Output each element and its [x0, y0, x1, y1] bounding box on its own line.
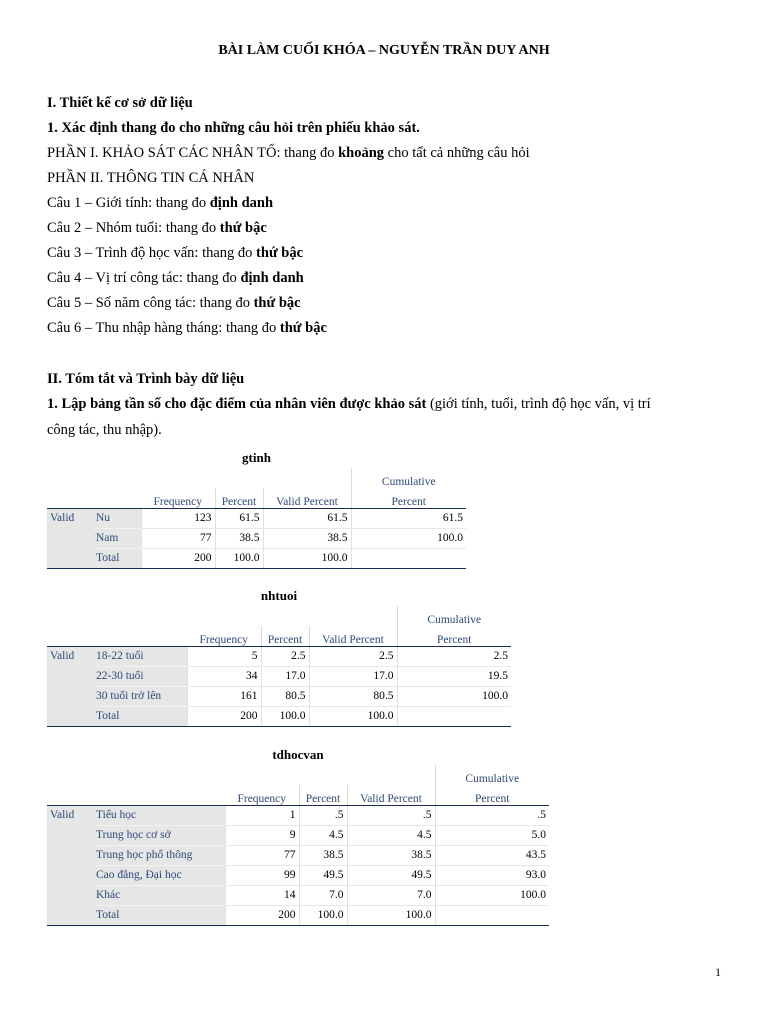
cell-cumulative: 19.5	[397, 666, 511, 686]
cell-valid-percent: 38.5	[263, 528, 351, 548]
cell-valid-percent: 100.0	[263, 548, 351, 568]
cell-percent: 7.0	[299, 885, 347, 905]
cell-percent: .5	[299, 805, 347, 825]
cell-percent: 49.5	[299, 865, 347, 885]
cell-cumulative: 43.5	[435, 845, 549, 865]
frequency-table-nhtuoi	[47, 606, 511, 727]
cell-cumulative: .5	[435, 805, 549, 825]
cell-cumulative: 93.0	[435, 865, 549, 885]
row-label: Trung học cơ sở	[93, 825, 225, 845]
header-percent: Percent	[299, 785, 347, 805]
cell-frequency: 123	[141, 508, 215, 528]
question-text: Câu 6 – Thu nhập hàng tháng: thang đo	[47, 320, 280, 336]
row-label: Total	[93, 548, 141, 568]
question-scale: thứ bậc	[256, 245, 304, 261]
cell-frequency: 200	[187, 706, 261, 726]
cell-percent: 100.0	[261, 706, 309, 726]
header-percent: Percent	[215, 488, 263, 508]
cell-valid-percent: .5	[347, 805, 435, 825]
section-2-sub-rest: (giới tính, tuổi, trình độ học vấn, vị trí	[426, 396, 651, 412]
cell-cumulative	[397, 706, 511, 726]
cell-cumulative: 100.0	[435, 885, 549, 905]
question-line	[47, 218, 267, 238]
cell-valid-percent: 100.0	[347, 905, 435, 925]
question-scale: thứ bậc	[253, 295, 301, 311]
header-valid-percent: Valid Percent	[347, 785, 435, 805]
question-text: Câu 4 – Vị trí công tác: thang đo	[47, 270, 241, 286]
row-label: Trung học phổ thông	[93, 845, 225, 865]
table-row	[47, 905, 549, 925]
cell-percent: 2.5	[261, 646, 309, 666]
table-row	[47, 548, 466, 568]
section-2-sub-bold: 1. Lập bảng tần số cho đặc điểm của nhân viên được khảo sát	[47, 396, 427, 412]
cell-valid-percent: 100.0	[309, 706, 397, 726]
row-header-valid: Valid	[47, 508, 93, 528]
cell-valid-percent: 7.0	[347, 885, 435, 905]
header-valid-percent: Valid Percent	[263, 488, 351, 508]
table-row	[47, 686, 511, 706]
page-number: 1	[715, 965, 721, 979]
section-2-heading: II. Tóm tắt và Trình bày dữ liệu	[47, 371, 245, 387]
cell-percent: 4.5	[299, 825, 347, 845]
question-text: Câu 3 – Trình độ học vấn: thang đo	[47, 245, 257, 261]
cell-frequency: 34	[187, 666, 261, 686]
section-1-heading: I. Thiết kế cơ sở dữ liệu	[47, 95, 193, 111]
header-cumulative-percent: Percent	[435, 785, 549, 805]
header-frequency: Frequency	[225, 785, 299, 805]
row-header-valid: Valid	[47, 805, 93, 825]
cell-frequency: 1	[225, 805, 299, 825]
row-label: Cao đẳng, Đại học	[93, 865, 225, 885]
section-1-subheading: 1. Xác định thang đo cho những câu hỏi trên phiếu khảo sát.	[47, 120, 420, 136]
cell-percent: 80.5	[261, 686, 309, 706]
part-1-line	[47, 143, 530, 163]
cell-cumulative: 2.5	[397, 646, 511, 666]
cell-frequency: 200	[141, 548, 215, 568]
header-cumulative: Cumulative	[397, 606, 511, 626]
table-row	[47, 865, 549, 885]
section-2-subheading	[47, 394, 651, 414]
cell-frequency: 5	[187, 646, 261, 666]
row-label: 18-22 tuổi	[93, 646, 187, 666]
table-title-tdhocvan: tdhocvan	[272, 747, 324, 762]
row-label: 30 tuổi trở lên	[93, 686, 187, 706]
question-scale: thứ bậc	[219, 220, 267, 236]
cell-frequency: 9	[225, 825, 299, 845]
part-2-line: PHẦN II. THÔNG TIN CÁ NHÂN	[47, 170, 255, 186]
header-percent: Percent	[261, 626, 309, 646]
table-title-nhtuoi: nhtuoi	[260, 588, 298, 603]
frequency-table-gtinh	[47, 468, 466, 569]
cell-percent: 61.5	[215, 508, 263, 528]
cell-cumulative: 100.0	[351, 528, 466, 548]
cell-cumulative	[351, 548, 466, 568]
row-label: Tiểu học	[93, 805, 225, 825]
cell-valid-percent: 17.0	[309, 666, 397, 686]
cell-percent: 100.0	[299, 905, 347, 925]
cell-valid-percent: 2.5	[309, 646, 397, 666]
frequency-table-tdhocvan	[47, 765, 549, 926]
row-label: Nam	[93, 528, 141, 548]
cell-percent: 100.0	[215, 548, 263, 568]
table-row	[47, 885, 549, 905]
header-cumulative-percent: Percent	[351, 488, 466, 508]
part-1-scale: khoảng	[338, 145, 385, 161]
document-title: BÀI LÀM CUỐI KHÓA – NGUYỄN TRẦN DUY ANH	[218, 43, 550, 58]
table-row	[47, 508, 466, 528]
cell-frequency: 14	[225, 885, 299, 905]
cell-frequency: 200	[225, 905, 299, 925]
row-label: 22-30 tuổi	[93, 666, 187, 686]
table-row	[47, 666, 511, 686]
question-scale: thứ bậc	[279, 320, 327, 336]
table-row	[47, 845, 549, 865]
header-cumulative: Cumulative	[351, 468, 466, 488]
cell-percent: 17.0	[261, 666, 309, 686]
cell-valid-percent: 80.5	[309, 686, 397, 706]
cell-frequency: 161	[187, 686, 261, 706]
cell-cumulative: 61.5	[351, 508, 466, 528]
table-row	[47, 706, 511, 726]
table-row	[47, 805, 549, 825]
question-text: Câu 1 – Giới tính: thang đo	[47, 195, 210, 211]
cell-cumulative: 5.0	[435, 825, 549, 845]
question-line	[47, 268, 304, 288]
header-frequency: Frequency	[141, 488, 215, 508]
question-line	[47, 243, 303, 263]
row-header-valid: Valid	[47, 646, 93, 666]
question-scale: định danh	[240, 270, 304, 286]
cell-valid-percent: 4.5	[347, 825, 435, 845]
question-line	[47, 318, 327, 338]
cell-percent: 38.5	[215, 528, 263, 548]
question-text: Câu 5 – Số năm công tác: thang đo	[47, 295, 254, 311]
header-cumulative-percent: Percent	[397, 626, 511, 646]
cell-frequency: 99	[225, 865, 299, 885]
table-row	[47, 646, 511, 666]
cell-valid-percent: 61.5	[263, 508, 351, 528]
header-cumulative: Cumulative	[435, 765, 549, 785]
row-label: Nu	[93, 508, 141, 528]
cell-percent: 38.5	[299, 845, 347, 865]
section-2-subheading-cont: công tác, thu nhập).	[47, 422, 162, 438]
question-line	[47, 293, 301, 313]
cell-frequency: 77	[141, 528, 215, 548]
row-label: Total	[93, 706, 187, 726]
table-row	[47, 528, 466, 548]
question-scale: định danh	[209, 195, 274, 211]
cell-cumulative: 100.0	[397, 686, 511, 706]
question-text: Câu 2 – Nhóm tuổi: thang đo	[47, 220, 220, 236]
cell-valid-percent: 49.5	[347, 865, 435, 885]
table-row	[47, 825, 549, 845]
table-title-gtinh: gtinh	[242, 450, 271, 465]
row-label: Khác	[93, 885, 225, 905]
question-line	[47, 193, 273, 213]
part-1-prefix: PHẦN I. KHẢO SÁT CÁC NHÂN TỐ: thang đo	[47, 145, 339, 161]
cell-cumulative	[435, 905, 549, 925]
header-frequency: Frequency	[187, 626, 261, 646]
cell-frequency: 77	[225, 845, 299, 865]
part-1-suffix: cho tất cả những câu hỏi	[384, 145, 530, 161]
cell-valid-percent: 38.5	[347, 845, 435, 865]
row-label: Total	[93, 905, 225, 925]
header-valid-percent: Valid Percent	[309, 626, 397, 646]
